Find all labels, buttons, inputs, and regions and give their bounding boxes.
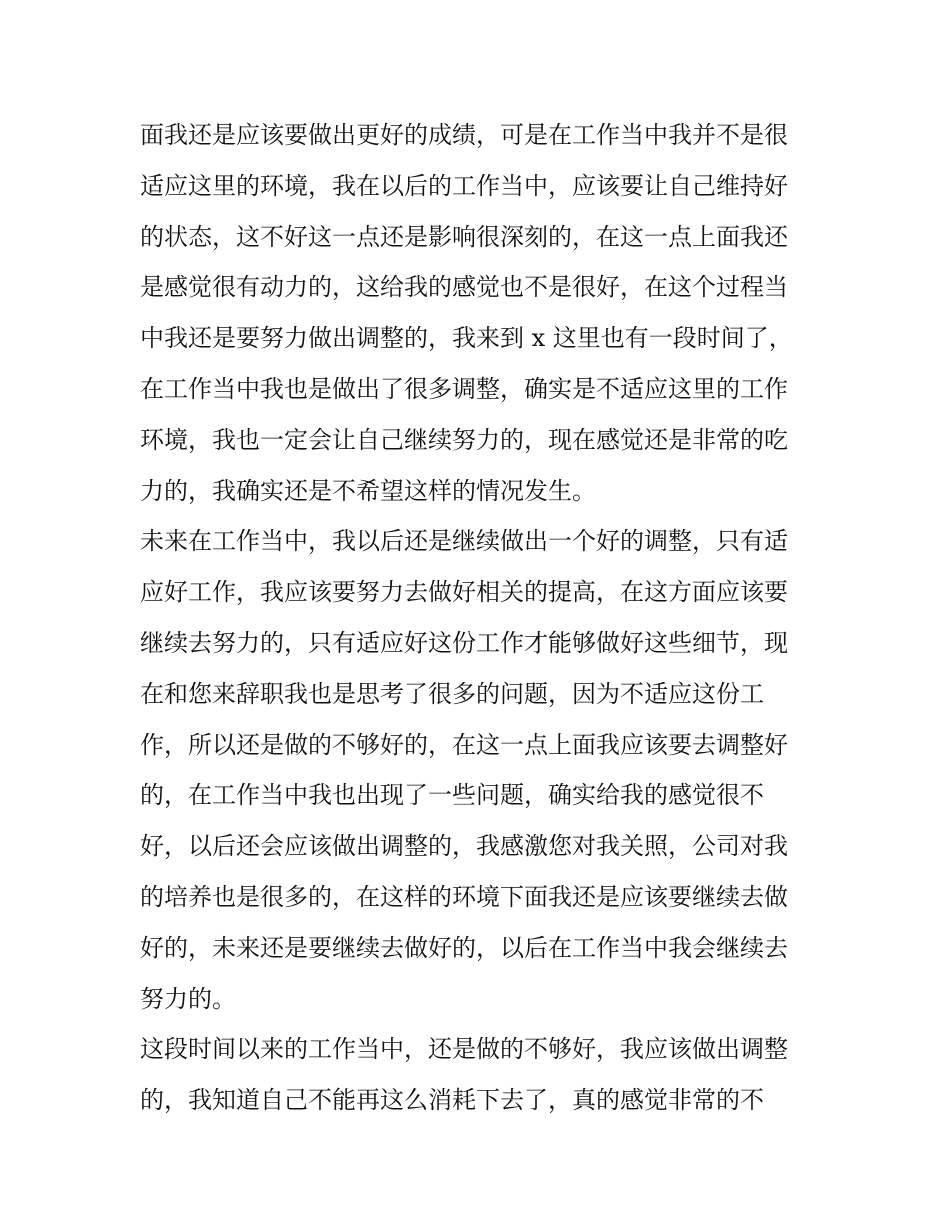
- document-body: [140, 110, 820, 1126]
- text-line: 未来在工作当中，我以后还是继续做出一个好的调整，只有适: [140, 527, 788, 556]
- text-line: 在和您来辞职我也是思考了很多的问题，因为不适应这份工: [140, 679, 764, 708]
- text-line: 力的，我确实还是不希望这样的情况发生。: [140, 476, 596, 505]
- text-line: 适应这里的环境，我在以后的工作当中，应该要让自己维持好: [140, 171, 788, 200]
- text-line: 作，所以还是做的不够好的，在这一点上面我应该要去调整好: [140, 730, 788, 759]
- text-line: 在工作当中我也是做出了很多调整，确实是不适应这里的工作: [140, 374, 788, 403]
- text-line: 应好工作，我应该要努力去做好相关的提高，在这方面应该要: [140, 578, 788, 607]
- text-line: 好的，未来还是要继续去做好的，以后在工作当中我会继续去: [140, 933, 788, 962]
- text-line: 的，我知道自己不能再这么消耗下去了，真的感觉非常的不: [140, 1086, 764, 1115]
- text-line: 环境，我也一定会让自己继续努力的，现在感觉还是非常的吃: [140, 425, 788, 454]
- text-line: 的培养也是很多的，在这样的环境下面我还是应该要继续去做: [140, 882, 788, 911]
- text-line: 努力的。: [140, 984, 236, 1013]
- text-line: 的状态，这不好这一点还是影响很深刻的，在这一点上面我还: [140, 222, 788, 251]
- text-line: 这段时间以来的工作当中，还是做的不够好，我应该做出调整: [140, 1035, 788, 1064]
- text-line: 继续去努力的，只有适应好这份工作才能够做好这些细节，现: [140, 628, 788, 657]
- text-line: 是感觉很有动力的，这给我的感觉也不是很好，在这个过程当: [140, 273, 788, 302]
- text-line: 面我还是应该要做出更好的成绩，可是在工作当中我并不是很: [140, 121, 788, 149]
- text-line: 的，在工作当中我也出现了一些问题，确实给我的感觉很不: [140, 781, 764, 810]
- text-line: 中我还是要努力做出调整的，我来到 x 这里也有一段时间了，: [140, 324, 793, 353]
- text-line: 好，以后还会应该做出调整的，我感激您对我关照，公司对我: [140, 832, 788, 861]
